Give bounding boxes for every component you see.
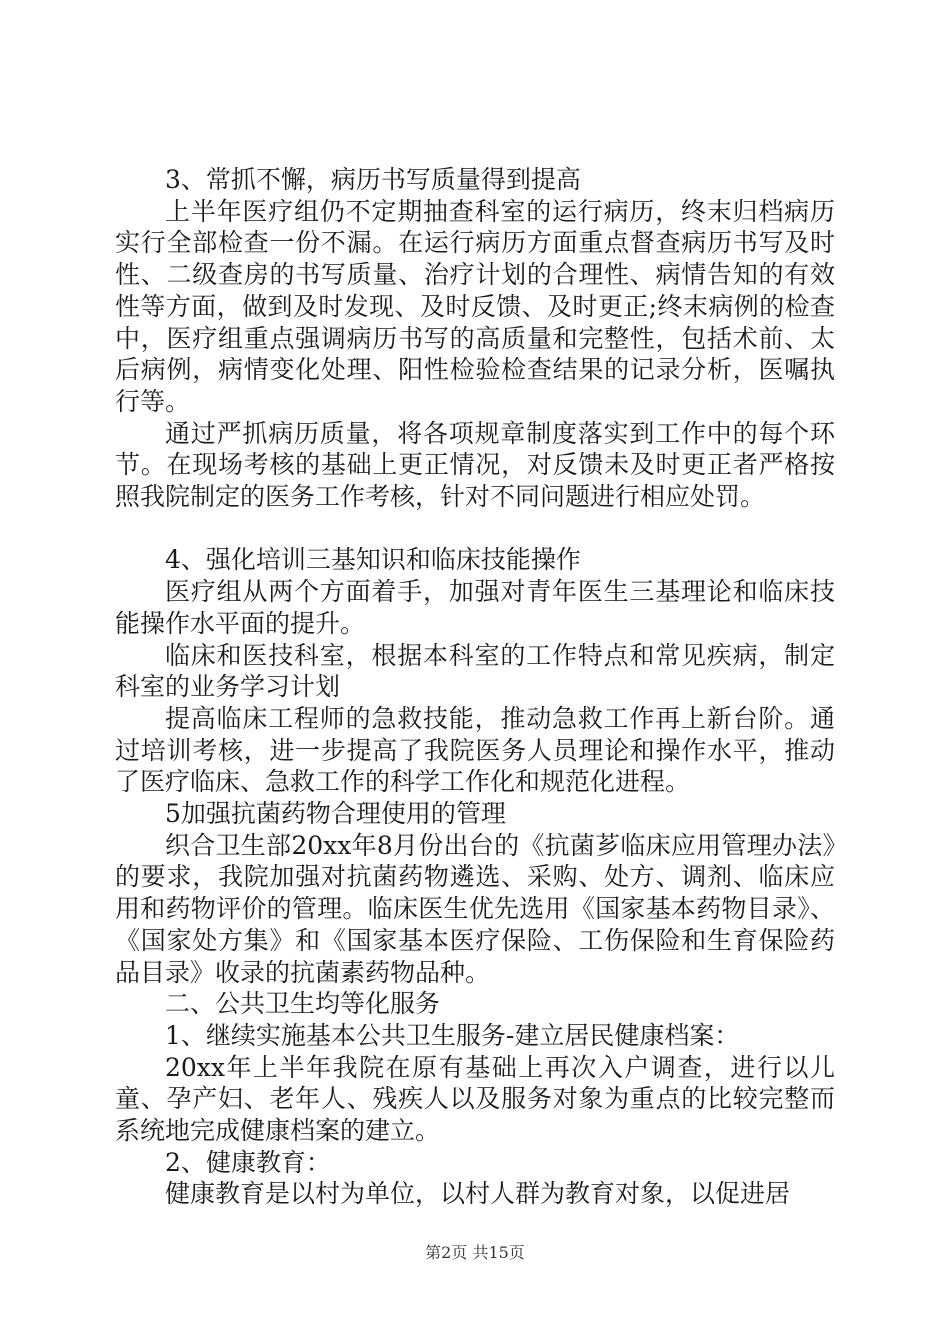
subsection-heading-1: 1、继续实施基本公共卫生服务-建立居民健康档案：: [165, 1020, 740, 1050]
section-heading-5: 5加强抗菌药物合理使用的管理: [165, 799, 506, 829]
section-heading-4: 4、强化培训三基知识和临床技能操作: [165, 545, 581, 575]
paragraph-gap: [115, 513, 835, 545]
paragraph: 临床和医技科室，根据本科室的工作特点和常见疾病，制定科室的业务学习计划: [115, 640, 835, 702]
page-number-footer: 第2页 共15页: [425, 1243, 525, 1262]
paragraph: 提高临床工程师的急救技能，推动急救工作再上新台阶。通过培训考核，进一步提高了我院医务人员理论和操作水平，推动了医疗临床、急救工作的科学工作化和规范化进程。: [115, 703, 835, 797]
section-heading-3: 3、常抓不懈，病历书写质量得到提高: [165, 165, 581, 194]
paragraph: 医疗组从两个方面着手，加强对青年医生三基理论和临床技能操作水平面的提升。: [115, 577, 835, 638]
paragraph: 20xx年上半年我院在原有基础上再次入户调查，进行以儿童、孕产妇、老年人、残疾人以及服务对象为重点的比较完整而系统地完成健康档案的建立。: [115, 1052, 835, 1146]
section-heading-public-health: 二、公共卫生均等化服务: [165, 989, 441, 1019]
paragraph: 上半年医疗组仍不定期抽查科室的运行病历，终末归档病历实行全部检查一份不漏。在运行病历方面重点督查病历书写及时性、二级查房的书写质量、治疗计划的合理性、病情告知的有效性等方面，做到及时发现、及时反馈、及时更正;终末病例的检查中，医疗组重点强调病历书写的高质量和完整性，包括术前、太后病例，病情变化处理、阳性检验检查结果的记录分析，医嘱执行等。: [115, 196, 835, 416]
document-body: [115, 164, 835, 1210]
subsection-heading-2: 2、健康教育：: [165, 1147, 331, 1177]
paragraph: 通过严抓病历质量，将各项规章制度落实到工作中的每个环节。在现场考核的基础上更正情况，对反馈未及时更正者严格按照我院制定的医务工作考核，针对不同问题进行相应处罚。: [115, 418, 835, 512]
paragraph: 健康教育是以村为单位，以村人群为教育对象，以促进居: [165, 1179, 791, 1209]
paragraph: 织合卫生部20xx年8月份出台的《抗菌芗临床应用管理办法》的要求，我院加强对抗菌药物遴选、采购、处方、调剂、临床应用和药物评价的管理。临床医生优先选用《国家基本药物目录》、《国家处方集》和《国家基本医疗保险、工伤保险和生育保险药品目录》收录的抗菌素药物品种。: [115, 830, 835, 987]
